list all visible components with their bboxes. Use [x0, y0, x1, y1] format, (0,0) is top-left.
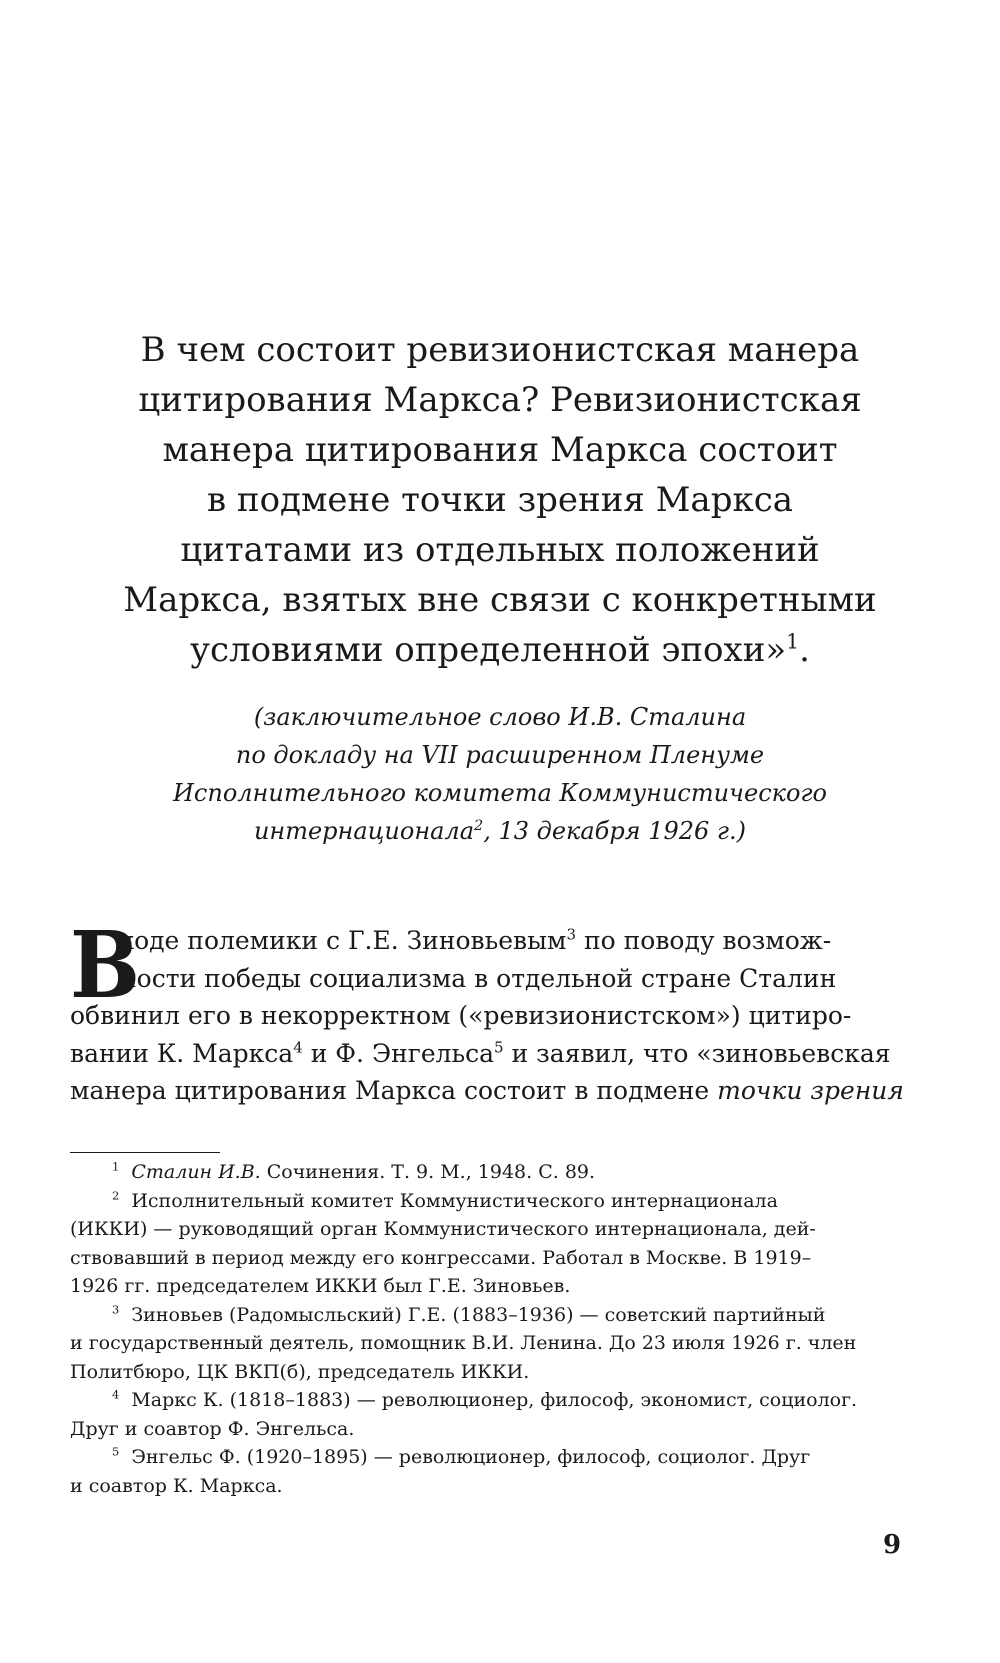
footnote-divider — [70, 1152, 220, 1153]
footnote-ref: 4 — [293, 1038, 303, 1057]
quote-line: цитирования Маркса? Ревизионистская — [138, 380, 862, 420]
quote-line: манера цитирования Маркса состоит — [162, 430, 838, 470]
footnote-2 — [70, 1187, 920, 1216]
body-italic: точки зрения — [717, 1076, 904, 1105]
source-line: (заключительное слово И.В. Сталина — [253, 703, 747, 731]
footnote-ref: 5 — [494, 1038, 504, 1057]
quote-period: . — [799, 630, 810, 670]
quote-line: В чем состоит ревизионистская манера — [140, 330, 860, 370]
body-segment: и заявил, что «зиновьевская — [503, 1038, 891, 1068]
footnote-number: 3 — [112, 1302, 120, 1317]
footnote-5 — [70, 1443, 920, 1472]
footnote-number: 2 — [112, 1188, 120, 1203]
body-line — [70, 1072, 920, 1110]
body-line: обвинил его в некорректном («ревизионистском») цитиро- — [70, 1001, 852, 1030]
footnote-line: Друг и соавтор Ф. Энгельса. — [70, 1417, 355, 1440]
footnote-text: Исполнительный комитет Коммунистического интернационала — [131, 1189, 778, 1212]
footnotes — [70, 1158, 920, 1500]
page-number: 9 — [883, 1530, 902, 1560]
body-segment: манера цитирования Маркса состоит в подмене — [70, 1076, 718, 1105]
source-line: Исполнительного комитета Коммунистического — [173, 779, 827, 807]
quote-text: условиями определенной эпохи» — [190, 630, 787, 670]
footnote-ref: 1 — [786, 629, 800, 654]
footnote-text: Сочинения. Т. 9. М., 1948. С. 89. — [260, 1161, 596, 1183]
footnote-4 — [70, 1386, 920, 1415]
footnote-author: Сталин И.В. — [131, 1161, 261, 1183]
footnote-text: Зиновьев (Радомысльский) Г.Е. (1883–1936) — советский партийный — [131, 1303, 826, 1326]
body-line — [70, 922, 920, 960]
body-segment: по поводу возмож- — [576, 926, 832, 955]
body-paragraph — [70, 911, 920, 1110]
footnote-number: 1 — [112, 1159, 120, 1174]
footnote-3 — [70, 1301, 920, 1330]
footnote-number: 4 — [112, 1387, 120, 1402]
quote-line: в подмене точки зрения Маркса — [206, 480, 794, 520]
quote-line: цитатами из отдельных положений — [180, 530, 820, 570]
source-line-last — [80, 812, 920, 850]
footnote-text: Энгельс Ф. (1920–1895) — революционер, философ, социолог. Друг — [131, 1446, 811, 1468]
footnote-ref: 3 — [566, 925, 577, 944]
epigraph-quote — [80, 325, 920, 675]
footnote-1 — [70, 1158, 920, 1187]
footnote-line: и соавтор К. Маркса. — [70, 1474, 283, 1497]
body-segment: и Ф. Энгельса — [302, 1038, 495, 1068]
footnote-line: 1926 гг. председателем ИККИ был Г.Е. Зиновьев. — [70, 1275, 571, 1297]
footnote-line: ствовавший в период между его конгрессами. Работал в Москве. В 1919– — [70, 1246, 812, 1269]
quote-line-last — [80, 625, 920, 675]
quote-line: Маркса, взятых вне связи с конкретными — [123, 580, 877, 620]
body-text — [120, 926, 831, 955]
footnote-text: Маркс К. (1818–1883) — революционер, философ, экономист, социолог. — [131, 1389, 858, 1411]
footnote-line: и государственный деятель, помощник В.И. Ленина. До 23 июля 1926 г. член — [70, 1332, 857, 1354]
footnote-ref: 2 — [474, 818, 484, 834]
body-segment: ходе полемики с Г.Е. Зиновьевым — [120, 926, 567, 955]
source-line: по докладу на VII расширенном Пленуме — [235, 741, 765, 769]
epigraph-source — [80, 698, 920, 850]
body-line: ности победы социализма в отдельной стране Сталин — [120, 963, 837, 993]
footnote-line: (ИККИ) — руководящий орган Коммунистического интернационала, дей- — [70, 1218, 816, 1240]
source-text: , 13 декабря 1926 г.) — [483, 817, 747, 845]
footnote-line: Политбюро, ЦК ВКП(б), председатель ИККИ. — [70, 1360, 530, 1383]
source-text: интернационала — [253, 817, 475, 845]
drop-cap: В — [70, 911, 140, 1019]
body-line — [70, 1035, 920, 1073]
footnote-number: 5 — [112, 1444, 120, 1459]
body-segment: вании К. Маркса — [70, 1038, 294, 1068]
